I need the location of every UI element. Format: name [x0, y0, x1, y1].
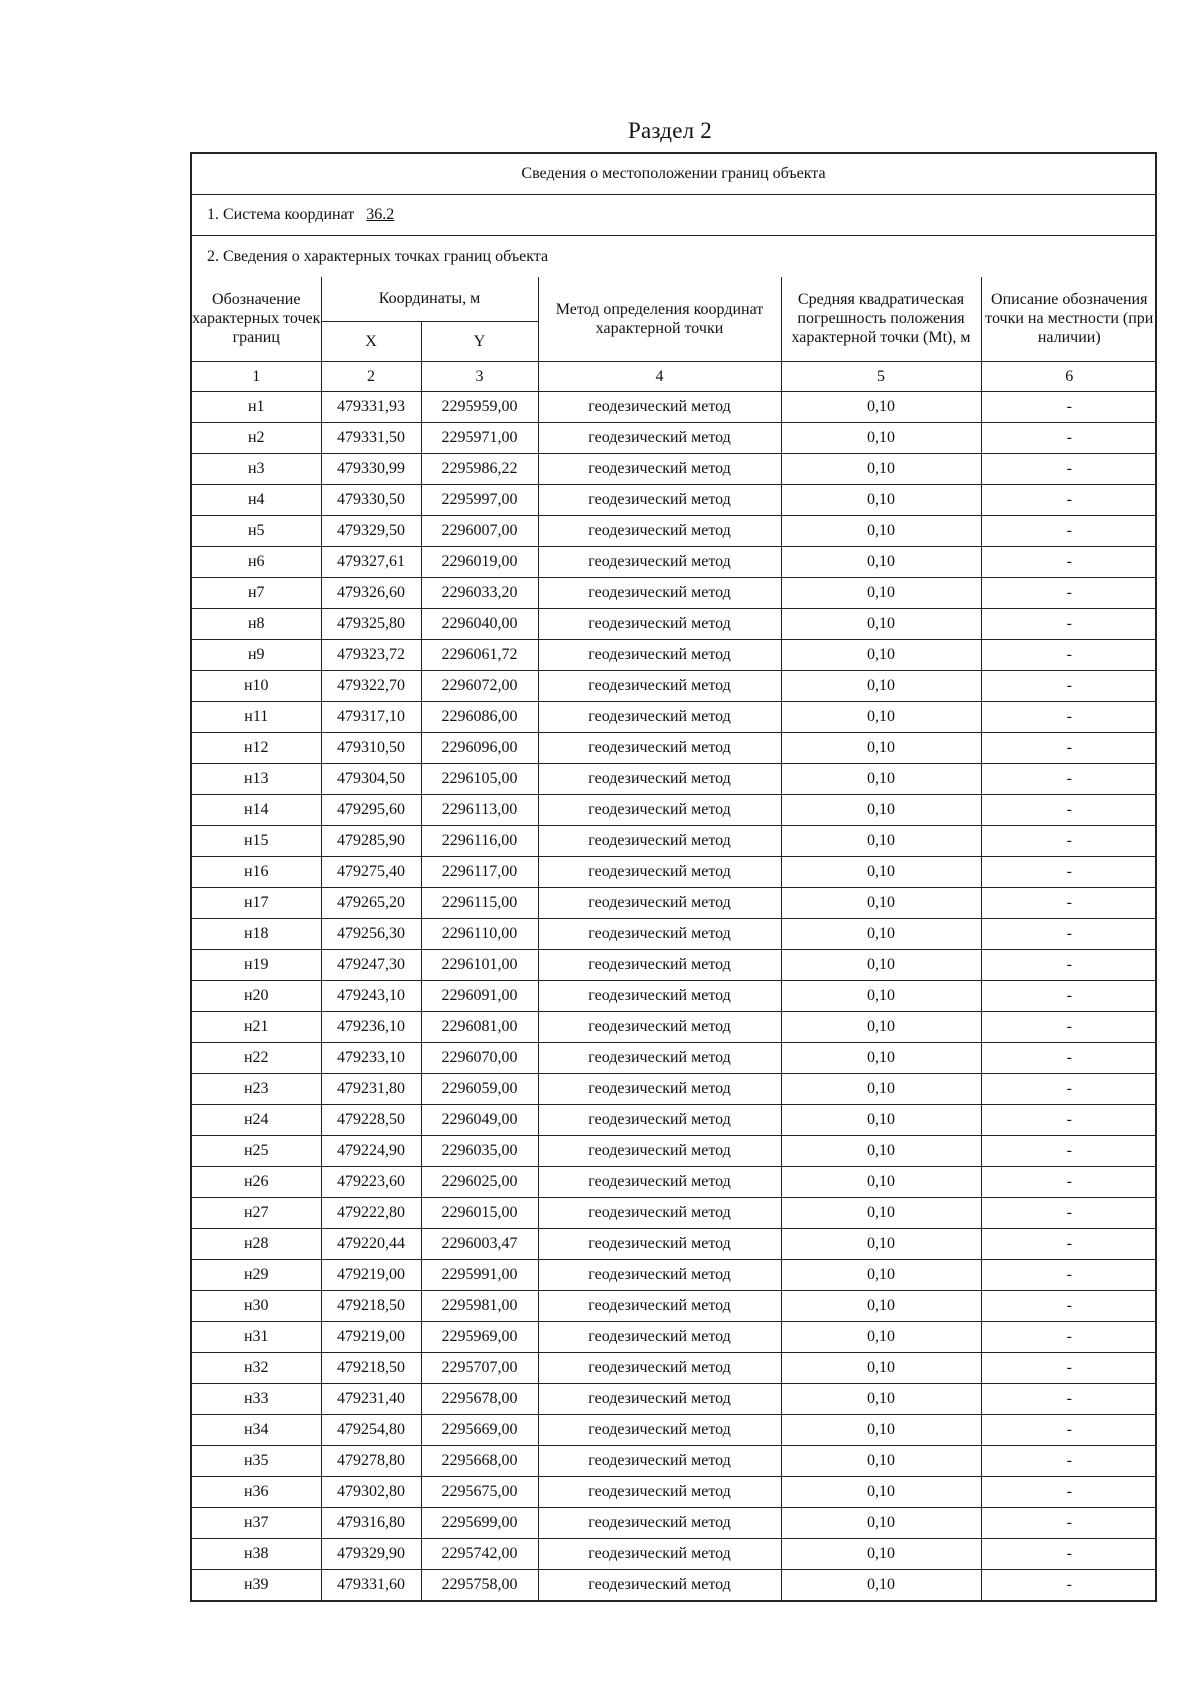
x-cell: 479302,80 — [321, 1476, 421, 1507]
method-cell: геодезический метод — [538, 1135, 781, 1166]
point-cell: н16 — [192, 856, 321, 887]
method-cell: геодезический метод — [538, 949, 781, 980]
mt-cell: 0,10 — [781, 1383, 981, 1414]
x-cell: 479310,50 — [321, 732, 421, 763]
method-cell: геодезический метод — [538, 1321, 781, 1352]
y-cell: 2296081,00 — [421, 1011, 538, 1042]
mt-cell: 0,10 — [781, 515, 981, 546]
header-y: Y — [421, 321, 538, 361]
method-cell: геодезический метод — [538, 546, 781, 577]
method-cell: геодезический метод — [538, 856, 781, 887]
description-cell: - — [981, 1259, 1157, 1290]
y-cell: 2296086,00 — [421, 701, 538, 732]
table-row — [192, 1228, 1157, 1259]
description-cell: - — [981, 763, 1157, 794]
x-cell: 479233,10 — [321, 1042, 421, 1073]
point-cell: н26 — [192, 1166, 321, 1197]
y-cell: 2295997,00 — [421, 484, 538, 515]
mt-cell: 0,10 — [781, 1228, 981, 1259]
x-cell: 479222,80 — [321, 1197, 421, 1228]
table-row — [192, 794, 1157, 825]
table-row — [192, 949, 1157, 980]
method-cell: геодезический метод — [538, 763, 781, 794]
x-cell: 479218,50 — [321, 1352, 421, 1383]
mt-cell: 0,10 — [781, 918, 981, 949]
description-cell: - — [981, 1507, 1157, 1538]
method-cell: геодезический метод — [538, 515, 781, 546]
column-number: 5 — [781, 361, 981, 391]
table-row — [192, 1321, 1157, 1352]
mt-cell: 0,10 — [781, 825, 981, 856]
table-row — [192, 1290, 1157, 1321]
table-row — [192, 453, 1157, 484]
method-cell: геодезический метод — [538, 1104, 781, 1135]
x-cell: 479326,60 — [321, 577, 421, 608]
y-cell: 2296035,00 — [421, 1135, 538, 1166]
mt-cell: 0,10 — [781, 1414, 981, 1445]
table-row — [192, 825, 1157, 856]
column-numbers-row — [192, 361, 1157, 391]
form-caption: Сведения о местоположении границ объекта — [192, 154, 1155, 195]
description-cell: - — [981, 1476, 1157, 1507]
method-cell: геодезический метод — [538, 1290, 781, 1321]
method-cell: геодезический метод — [538, 1042, 781, 1073]
method-cell: геодезический метод — [538, 1073, 781, 1104]
table-row — [192, 1569, 1157, 1600]
table-row — [192, 1073, 1157, 1104]
description-cell: - — [981, 732, 1157, 763]
point-cell: н15 — [192, 825, 321, 856]
mt-cell: 0,10 — [781, 577, 981, 608]
description-cell: - — [981, 887, 1157, 918]
x-cell: 479231,80 — [321, 1073, 421, 1104]
y-cell: 2295758,00 — [421, 1569, 538, 1600]
x-cell: 479329,50 — [321, 515, 421, 546]
y-cell: 2295959,00 — [421, 391, 538, 422]
table-row — [192, 1383, 1157, 1414]
y-cell: 2296019,00 — [421, 546, 538, 577]
y-cell: 2296059,00 — [421, 1073, 538, 1104]
x-cell: 479331,93 — [321, 391, 421, 422]
y-cell: 2296007,00 — [421, 515, 538, 546]
point-cell: н20 — [192, 980, 321, 1011]
y-cell: 2296091,00 — [421, 980, 538, 1011]
table-row — [192, 515, 1157, 546]
table-row — [192, 856, 1157, 887]
mt-cell: 0,10 — [781, 794, 981, 825]
description-cell: - — [981, 546, 1157, 577]
method-cell: геодезический метод — [538, 825, 781, 856]
description-cell: - — [981, 1290, 1157, 1321]
point-cell: н33 — [192, 1383, 321, 1414]
point-cell: н23 — [192, 1073, 321, 1104]
table-row — [192, 639, 1157, 670]
table-row — [192, 1135, 1157, 1166]
mt-cell: 0,10 — [781, 670, 981, 701]
description-cell: - — [981, 825, 1157, 856]
coord-system-line — [192, 195, 1155, 236]
point-cell: н5 — [192, 515, 321, 546]
mt-cell: 0,10 — [781, 1352, 981, 1383]
table-row — [192, 1197, 1157, 1228]
mt-cell: 0,10 — [781, 608, 981, 639]
mt-cell: 0,10 — [781, 856, 981, 887]
point-cell: н9 — [192, 639, 321, 670]
mt-cell: 0,10 — [781, 763, 981, 794]
method-cell: геодезический метод — [538, 577, 781, 608]
header-description: Описание обозначения точки на местности (при наличии) — [981, 277, 1157, 361]
x-cell: 479329,90 — [321, 1538, 421, 1569]
description-cell: - — [981, 1011, 1157, 1042]
method-cell: геодезический метод — [538, 1476, 781, 1507]
method-cell: геодезический метод — [538, 670, 781, 701]
y-cell: 2296113,00 — [421, 794, 538, 825]
y-cell: 2295707,00 — [421, 1352, 538, 1383]
description-cell: - — [981, 949, 1157, 980]
table-row — [192, 1166, 1157, 1197]
y-cell: 2295986,22 — [421, 453, 538, 484]
table-row — [192, 1414, 1157, 1445]
method-cell: геодезический метод — [538, 484, 781, 515]
method-cell: геодезический метод — [538, 1259, 781, 1290]
description-cell: - — [981, 1383, 1157, 1414]
point-cell: н35 — [192, 1445, 321, 1476]
point-cell: н19 — [192, 949, 321, 980]
method-cell: геодезический метод — [538, 980, 781, 1011]
mt-cell: 0,10 — [781, 1538, 981, 1569]
method-cell: геодезический метод — [538, 794, 781, 825]
description-cell: - — [981, 639, 1157, 670]
mt-cell: 0,10 — [781, 1321, 981, 1352]
description-cell: - — [981, 1135, 1157, 1166]
description-cell: - — [981, 918, 1157, 949]
y-cell: 2296061,72 — [421, 639, 538, 670]
y-cell: 2296015,00 — [421, 1197, 538, 1228]
header-coords: Координаты, м — [321, 277, 538, 321]
y-cell: 2295699,00 — [421, 1507, 538, 1538]
description-cell: - — [981, 1228, 1157, 1259]
point-cell: н37 — [192, 1507, 321, 1538]
x-cell: 479256,30 — [321, 918, 421, 949]
coord-system-value: 36.2 — [366, 206, 395, 223]
points-caption: 2. Сведения о характерных точках границ объекта — [207, 247, 549, 265]
table-row — [192, 670, 1157, 701]
column-number: 6 — [981, 361, 1157, 391]
y-cell: 2295668,00 — [421, 1445, 538, 1476]
y-cell: 2296117,00 — [421, 856, 538, 887]
point-cell: н18 — [192, 918, 321, 949]
points-table — [192, 277, 1157, 1600]
point-cell: н3 — [192, 453, 321, 484]
point-cell: н1 — [192, 391, 321, 422]
column-number: 4 — [538, 361, 781, 391]
method-cell: геодезический метод — [538, 1197, 781, 1228]
mt-cell: 0,10 — [781, 453, 981, 484]
mt-cell: 0,10 — [781, 1042, 981, 1073]
header-error: Средняя квадратическая погрешность положения характерной точки (Mt), м — [781, 277, 981, 361]
method-cell: геодезический метод — [538, 1538, 781, 1569]
point-cell: н2 — [192, 422, 321, 453]
table-row — [192, 1259, 1157, 1290]
table-row — [192, 732, 1157, 763]
description-cell: - — [981, 1166, 1157, 1197]
method-cell: геодезический метод — [538, 1166, 781, 1197]
description-cell: - — [981, 794, 1157, 825]
table-row — [192, 1445, 1157, 1476]
mt-cell: 0,10 — [781, 1166, 981, 1197]
x-cell: 479219,00 — [321, 1259, 421, 1290]
table-row — [192, 1352, 1157, 1383]
description-cell: - — [981, 1569, 1157, 1600]
description-cell: - — [981, 515, 1157, 546]
section-title: Раздел 2 — [628, 118, 712, 143]
x-cell: 479325,80 — [321, 608, 421, 639]
points-table-body — [192, 391, 1157, 1600]
table-row — [192, 484, 1157, 515]
x-cell: 479247,30 — [321, 949, 421, 980]
method-cell: геодезический метод — [538, 1414, 781, 1445]
table-row — [192, 391, 1157, 422]
y-cell: 2295675,00 — [421, 1476, 538, 1507]
method-cell: геодезический метод — [538, 1507, 781, 1538]
x-cell: 479304,50 — [321, 763, 421, 794]
description-cell: - — [981, 453, 1157, 484]
x-cell: 479330,50 — [321, 484, 421, 515]
table-row — [192, 1011, 1157, 1042]
header-point: Обозначение характерных точек границ — [192, 277, 321, 361]
table-row — [192, 887, 1157, 918]
y-cell: 2296033,20 — [421, 577, 538, 608]
column-number: 1 — [192, 361, 321, 391]
method-cell: геодезический метод — [538, 1352, 781, 1383]
mt-cell: 0,10 — [781, 1104, 981, 1135]
description-cell: - — [981, 1352, 1157, 1383]
table-row — [192, 1507, 1157, 1538]
coord-system-label: 1. Система координат — [207, 206, 355, 223]
table-row — [192, 763, 1157, 794]
column-number: 2 — [321, 361, 421, 391]
mt-cell: 0,10 — [781, 1507, 981, 1538]
table-row — [192, 701, 1157, 732]
y-cell: 2296003,47 — [421, 1228, 538, 1259]
x-cell: 479316,80 — [321, 1507, 421, 1538]
boundary-points-form — [190, 152, 1157, 1602]
column-number: 3 — [421, 361, 538, 391]
description-cell: - — [981, 1538, 1157, 1569]
method-cell: геодезический метод — [538, 887, 781, 918]
method-cell: геодезический метод — [538, 1383, 781, 1414]
x-cell: 479254,80 — [321, 1414, 421, 1445]
y-cell: 2296096,00 — [421, 732, 538, 763]
mt-cell: 0,10 — [781, 1135, 981, 1166]
description-cell: - — [981, 1042, 1157, 1073]
x-cell: 479285,90 — [321, 825, 421, 856]
mt-cell: 0,10 — [781, 546, 981, 577]
point-cell: н27 — [192, 1197, 321, 1228]
mt-cell: 0,10 — [781, 949, 981, 980]
mt-cell: 0,10 — [781, 1476, 981, 1507]
description-cell: - — [981, 1104, 1157, 1135]
point-cell: н7 — [192, 577, 321, 608]
y-cell: 2296070,00 — [421, 1042, 538, 1073]
table-row — [192, 422, 1157, 453]
point-cell: н6 — [192, 546, 321, 577]
method-cell: геодезический метод — [538, 422, 781, 453]
table-row — [192, 546, 1157, 577]
x-cell: 479278,80 — [321, 1445, 421, 1476]
mt-cell: 0,10 — [781, 1259, 981, 1290]
y-cell: 2296115,00 — [421, 887, 538, 918]
x-cell: 479323,72 — [321, 639, 421, 670]
y-cell: 2295969,00 — [421, 1321, 538, 1352]
y-cell: 2296040,00 — [421, 608, 538, 639]
x-cell: 479327,61 — [321, 546, 421, 577]
description-cell: - — [981, 577, 1157, 608]
method-cell: геодезический метод — [538, 1011, 781, 1042]
method-cell: геодезический метод — [538, 608, 781, 639]
y-cell: 2296049,00 — [421, 1104, 538, 1135]
table-row — [192, 1476, 1157, 1507]
table-row — [192, 608, 1157, 639]
description-cell: - — [981, 1445, 1157, 1476]
y-cell: 2296116,00 — [421, 825, 538, 856]
x-cell: 479317,10 — [321, 701, 421, 732]
mt-cell: 0,10 — [781, 1073, 981, 1104]
table-row — [192, 1538, 1157, 1569]
y-cell: 2295669,00 — [421, 1414, 538, 1445]
description-cell: - — [981, 701, 1157, 732]
y-cell: 2295981,00 — [421, 1290, 538, 1321]
point-cell: н39 — [192, 1569, 321, 1600]
point-cell: н10 — [192, 670, 321, 701]
method-cell: геодезический метод — [538, 1228, 781, 1259]
mt-cell: 0,10 — [781, 732, 981, 763]
y-cell: 2296105,00 — [421, 763, 538, 794]
point-cell: н29 — [192, 1259, 321, 1290]
method-cell: геодезический метод — [538, 732, 781, 763]
point-cell: н38 — [192, 1538, 321, 1569]
point-cell: н22 — [192, 1042, 321, 1073]
mt-cell: 0,10 — [781, 1290, 981, 1321]
x-cell: 479224,90 — [321, 1135, 421, 1166]
mt-cell: 0,10 — [781, 1197, 981, 1228]
header-x: X — [321, 321, 421, 361]
description-cell: - — [981, 422, 1157, 453]
method-cell: геодезический метод — [538, 918, 781, 949]
method-cell: геодезический метод — [538, 453, 781, 484]
x-cell: 479236,10 — [321, 1011, 421, 1042]
point-cell: н8 — [192, 608, 321, 639]
description-cell: - — [981, 670, 1157, 701]
mt-cell: 0,10 — [781, 422, 981, 453]
y-cell: 2296110,00 — [421, 918, 538, 949]
method-cell: геодезический метод — [538, 639, 781, 670]
y-cell: 2295971,00 — [421, 422, 538, 453]
x-cell: 479219,00 — [321, 1321, 421, 1352]
description-cell: - — [981, 1197, 1157, 1228]
x-cell: 479223,60 — [321, 1166, 421, 1197]
point-cell: н31 — [192, 1321, 321, 1352]
mt-cell: 0,10 — [781, 1569, 981, 1600]
point-cell: н36 — [192, 1476, 321, 1507]
point-cell: н28 — [192, 1228, 321, 1259]
table-row — [192, 918, 1157, 949]
description-cell: - — [981, 484, 1157, 515]
mt-cell: 0,10 — [781, 1445, 981, 1476]
x-cell: 479265,20 — [321, 887, 421, 918]
point-cell: н13 — [192, 763, 321, 794]
header-method: Метод определения координат характерной точки — [538, 277, 781, 361]
point-cell: н12 — [192, 732, 321, 763]
mt-cell: 0,10 — [781, 980, 981, 1011]
point-cell: н32 — [192, 1352, 321, 1383]
point-cell: н21 — [192, 1011, 321, 1042]
mt-cell: 0,10 — [781, 887, 981, 918]
method-cell: геодезический метод — [538, 1445, 781, 1476]
x-cell: 479295,60 — [321, 794, 421, 825]
method-cell: геодезический метод — [538, 391, 781, 422]
mt-cell: 0,10 — [781, 484, 981, 515]
y-cell: 2295742,00 — [421, 1538, 538, 1569]
table-row — [192, 980, 1157, 1011]
point-cell: н24 — [192, 1104, 321, 1135]
table-row — [192, 577, 1157, 608]
description-cell: - — [981, 1414, 1157, 1445]
method-cell: геодезический метод — [538, 1569, 781, 1600]
x-cell: 479322,70 — [321, 670, 421, 701]
description-cell: - — [981, 391, 1157, 422]
x-cell: 479218,50 — [321, 1290, 421, 1321]
mt-cell: 0,10 — [781, 391, 981, 422]
x-cell: 479220,44 — [321, 1228, 421, 1259]
method-cell: геодезический метод — [538, 701, 781, 732]
point-cell: н11 — [192, 701, 321, 732]
table-row — [192, 1104, 1157, 1135]
x-cell: 479330,99 — [321, 453, 421, 484]
x-cell: 479243,10 — [321, 980, 421, 1011]
description-cell: - — [981, 1321, 1157, 1352]
x-cell: 479228,50 — [321, 1104, 421, 1135]
point-cell: н17 — [192, 887, 321, 918]
y-cell: 2296101,00 — [421, 949, 538, 980]
point-cell: н30 — [192, 1290, 321, 1321]
mt-cell: 0,10 — [781, 1011, 981, 1042]
point-cell: н34 — [192, 1414, 321, 1445]
y-cell: 2296072,00 — [421, 670, 538, 701]
x-cell: 479231,40 — [321, 1383, 421, 1414]
table-row — [192, 1042, 1157, 1073]
y-cell: 2296025,00 — [421, 1166, 538, 1197]
y-cell: 2295678,00 — [421, 1383, 538, 1414]
point-cell: н25 — [192, 1135, 321, 1166]
x-cell: 479331,50 — [321, 422, 421, 453]
y-cell: 2295991,00 — [421, 1259, 538, 1290]
point-cell: н14 — [192, 794, 321, 825]
mt-cell: 0,10 — [781, 639, 981, 670]
x-cell: 479275,40 — [321, 856, 421, 887]
description-cell: - — [981, 608, 1157, 639]
point-cell: н4 — [192, 484, 321, 515]
description-cell: - — [981, 856, 1157, 887]
description-cell: - — [981, 980, 1157, 1011]
mt-cell: 0,10 — [781, 701, 981, 732]
x-cell: 479331,60 — [321, 1569, 421, 1600]
description-cell: - — [981, 1073, 1157, 1104]
